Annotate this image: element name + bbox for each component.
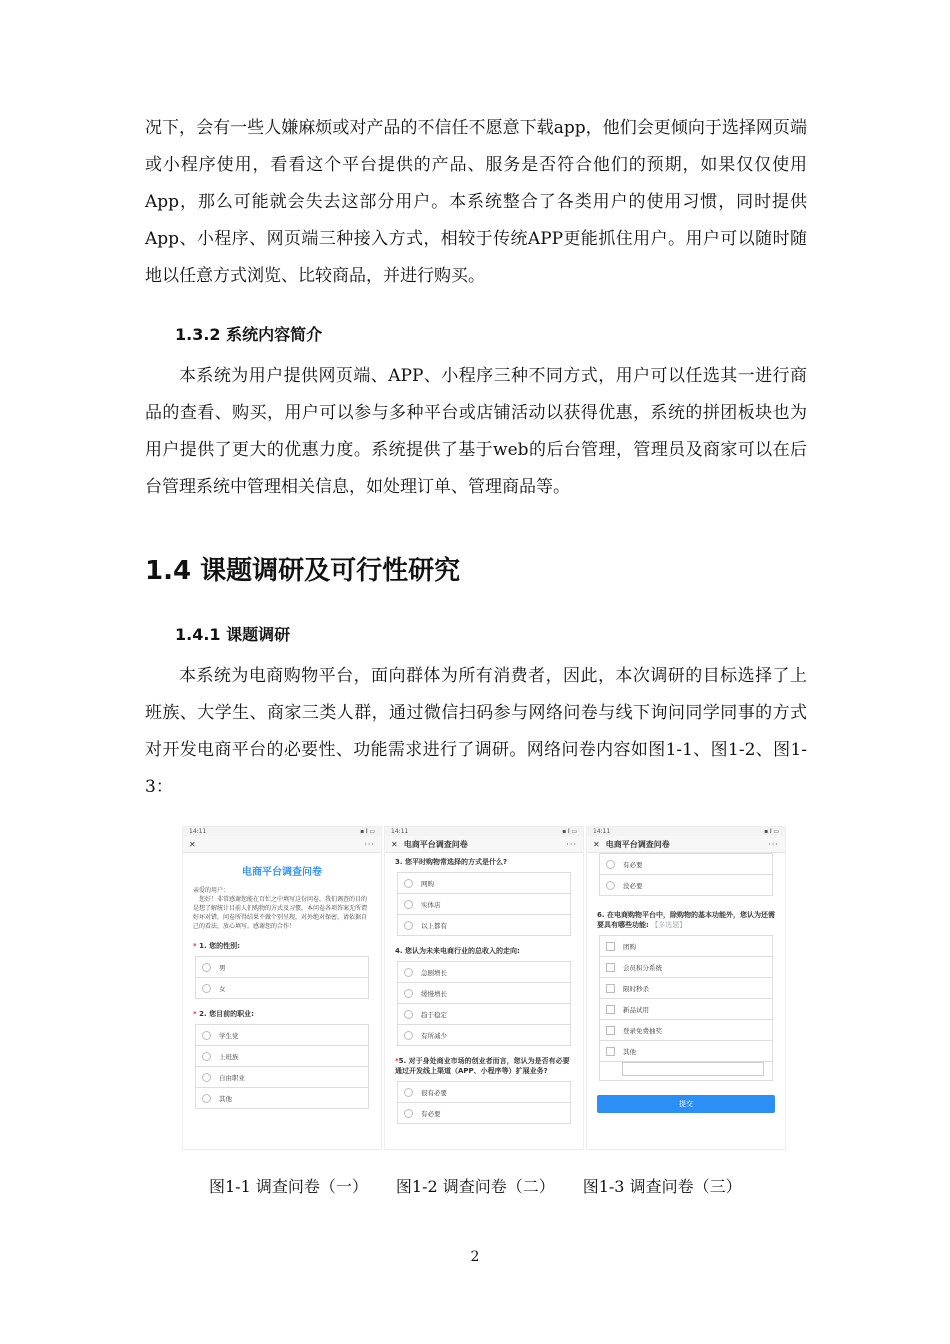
section-heading-1-3-2: 1.3.2 系统内容简介 (175, 325, 323, 344)
radio-icon[interactable] (606, 881, 615, 890)
page-number: 2 (470, 1249, 480, 1265)
question-label: 6. 在电商购物平台中，除购物的基本功能外，您认为还需要具有哪些功能: (597, 911, 775, 929)
option-label: 上班族 (219, 1052, 239, 1061)
paragraph-3: 本系统为电商购物平台，面向群体为所有消费者，因此，本次调研的目标选择了上班族、大学生、商家三类人群，通过微信扫码参与网络问卷与线下询问同学同事的方式对开发电商平台的必要性、功能需求进行了调研。网络问卷内容如图1-1、图1-2、图1-3： (145, 666, 807, 797)
checkbox-icon[interactable] (606, 1005, 615, 1014)
question-6 (587, 910, 785, 930)
option[interactable] (398, 1025, 570, 1045)
status-bar (183, 827, 381, 836)
signal-icon: ▪ 𝄃 ▭ (562, 827, 577, 835)
option[interactable] (600, 1041, 772, 1062)
radio-icon[interactable] (404, 900, 413, 909)
option[interactable] (600, 978, 772, 999)
option[interactable] (398, 1082, 570, 1103)
options-q6 (599, 935, 773, 1081)
option-label: 急剧增长 (421, 968, 447, 977)
options-q3 (397, 872, 571, 936)
caption-1-2: 图1-2 调查问卷（二） (395, 1177, 555, 1196)
checkbox-icon[interactable] (606, 963, 615, 972)
paragraph-2: 本系统为用户提供网页端、APP、小程序三种不同方式，用户可以任选其一进行商品的查看、购买，用户可以参与多种平台或店铺活动以获得优惠，系统的拼团板块也为用户提供了更大的优惠力度。系统提供了基于web的后台管理，管理员及商家可以在后台管理系统中管理相关信息，如处理订单、管理商品等。 (145, 366, 807, 497)
option-label: 缓慢增长 (421, 989, 447, 998)
option-label: 新品试用 (623, 1005, 649, 1014)
option[interactable] (398, 983, 570, 1004)
option[interactable] (196, 978, 368, 998)
close-icon[interactable]: ✕ (593, 839, 600, 849)
survey-screenshot-3 (586, 826, 786, 1150)
radio-icon[interactable] (202, 1052, 211, 1061)
option-label: 其他 (623, 1047, 636, 1056)
option[interactable] (196, 957, 368, 978)
option-label: 女 (219, 984, 226, 993)
submit-button[interactable]: 提交 (597, 1095, 775, 1113)
options-q4 (397, 961, 571, 1046)
option[interactable] (600, 875, 772, 895)
option-label: 有必要 (421, 1109, 441, 1118)
survey-intro: 亲爱的用户： 您好！非常感谢您能在百忙之中填写这份问卷，我们调查的目的是想了解统计目前人们购物的方式及习惯，本问卷各项答案无所谓好坏对错，问卷所得结果不做个别呈现，对外绝对保密，请依据自己的看法，放心填写。感谢您的合作！ (193, 887, 368, 930)
checkbox-icon[interactable] (606, 942, 615, 951)
other-text-input[interactable] (622, 1062, 764, 1076)
radio-icon[interactable] (606, 860, 615, 869)
option-label: 以上都有 (421, 921, 447, 930)
question-3: 3. 您平时购物常选择的方式是什么? (395, 858, 508, 866)
radio-icon[interactable] (404, 1088, 413, 1097)
option[interactable] (196, 1088, 368, 1108)
paragraph-1: 况下，会有一些人嫌麻烦或对产品的不信任不愿意下载app，他们会更倾向于选择网页端或小程序使用，看看这个平台提供的产品、服务是否符合他们的预期，如果仅仅使用App，那么可能就会失去这部分用户。本系统整合了各类用户的使用习惯，同时提供App、小程序、网页端三种接入方式，相较于传统APP更能抓住用户。用户可以随时随地以任意方式浏览、比较商品，并进行购买。 (145, 118, 807, 286)
close-icon[interactable]: ✕ (391, 839, 398, 849)
options-q5-continued (599, 853, 773, 896)
status-bar (385, 827, 583, 836)
option-label: 趋于稳定 (421, 1010, 447, 1019)
option[interactable] (398, 1004, 570, 1025)
radio-icon[interactable] (404, 921, 413, 930)
option-label: 男 (219, 963, 226, 972)
radio-icon[interactable] (202, 1073, 211, 1082)
option-label: 团购 (623, 942, 636, 951)
nav-bar (183, 836, 381, 853)
checkbox-icon[interactable] (606, 984, 615, 993)
status-time: 14:11 (593, 828, 611, 835)
question-label: 2. 您目前的职业: (199, 1010, 254, 1018)
multi-select-tag: 【多选题】 (651, 921, 687, 929)
radio-icon[interactable] (404, 1109, 413, 1118)
nav-bar (587, 836, 785, 853)
option[interactable] (398, 915, 570, 935)
status-bar (587, 827, 785, 836)
section-heading-1-4-1: 1.4.1 课题调研 (175, 625, 291, 644)
checkbox-icon[interactable] (606, 1047, 615, 1056)
radio-icon[interactable] (404, 989, 413, 998)
required-mark: * (395, 1057, 399, 1065)
survey-screenshot-2 (384, 826, 584, 1150)
radio-icon[interactable] (404, 879, 413, 888)
question-4: 4. 您认为未来电商行业的总收入的走向: (395, 947, 520, 955)
required-mark: * (193, 942, 197, 950)
close-icon[interactable]: ✕ (189, 839, 196, 849)
option[interactable] (600, 936, 772, 957)
option[interactable] (600, 999, 772, 1020)
radio-icon[interactable] (404, 968, 413, 977)
option-label: 登录免费抽奖 (623, 1026, 662, 1035)
option[interactable] (600, 854, 772, 875)
status-time: 14:11 (189, 828, 207, 835)
question-label: 5. 对于身处商业市场的创业者而言，您认为是否有必要通过开发线上渠道（APP、小程序等）扩展业务? (395, 1057, 570, 1075)
option[interactable] (398, 1103, 570, 1123)
option-label: 网购 (421, 879, 434, 888)
signal-icon: ▪ 𝄃 ▭ (764, 827, 779, 835)
option-label: 有所减少 (421, 1031, 447, 1040)
caption-1-1: 图1-1 调查问卷（一） (209, 1177, 368, 1196)
option-label: 其他 (219, 1094, 232, 1103)
options-q2 (195, 1024, 369, 1109)
checkbox-icon[interactable] (606, 1026, 615, 1035)
survey-screenshot-1 (182, 826, 382, 1150)
option-label: 没必要 (623, 881, 643, 890)
radio-icon[interactable] (202, 1031, 211, 1040)
option[interactable] (196, 1067, 368, 1088)
option[interactable] (398, 962, 570, 983)
options-q1 (195, 956, 369, 999)
required-mark: * (193, 1010, 197, 1018)
status-time: 14:11 (391, 828, 409, 835)
section-heading-1-4: 1.4 课题调研及可行性研究 (145, 556, 461, 586)
caption-1-3: 图1-3 调查问卷（三） (582, 1177, 742, 1196)
option[interactable] (398, 894, 570, 915)
option-label: 限时秒杀 (623, 984, 649, 993)
nav-bar (385, 836, 583, 853)
nav-title: 电商平台调查问卷 (403, 839, 468, 849)
option-label: 实体店 (421, 900, 441, 909)
option-label: 会员积分系统 (623, 963, 662, 972)
question-label: 1. 您的性别: (199, 942, 240, 950)
radio-icon[interactable] (404, 1010, 413, 1019)
option-label: 学生党 (219, 1031, 239, 1040)
more-icon[interactable]: ··· (768, 839, 779, 849)
option-label: 很有必要 (421, 1088, 447, 1097)
radio-icon[interactable] (202, 963, 211, 972)
signal-icon: ▪ 𝄃 ▭ (360, 827, 375, 835)
figure-captions (209, 1174, 742, 1197)
more-icon[interactable]: ··· (566, 839, 577, 849)
option-label: 自由职业 (219, 1073, 245, 1082)
radio-icon[interactable] (404, 1031, 413, 1040)
nav-title: 电商平台调查问卷 (605, 839, 670, 849)
question-1 (183, 941, 381, 951)
radio-icon[interactable] (202, 984, 211, 993)
option[interactable] (600, 1020, 772, 1041)
survey-title: 电商平台调查问卷 (242, 867, 322, 878)
option[interactable] (196, 1025, 368, 1046)
more-icon[interactable]: ··· (364, 839, 375, 849)
option[interactable] (398, 873, 570, 894)
option-label: 有必要 (623, 860, 643, 869)
question-5 (385, 1056, 583, 1076)
option[interactable] (196, 1046, 368, 1067)
question-2 (183, 1009, 381, 1019)
radio-icon[interactable] (202, 1094, 211, 1103)
options-q5 (397, 1081, 571, 1124)
option[interactable] (600, 957, 772, 978)
